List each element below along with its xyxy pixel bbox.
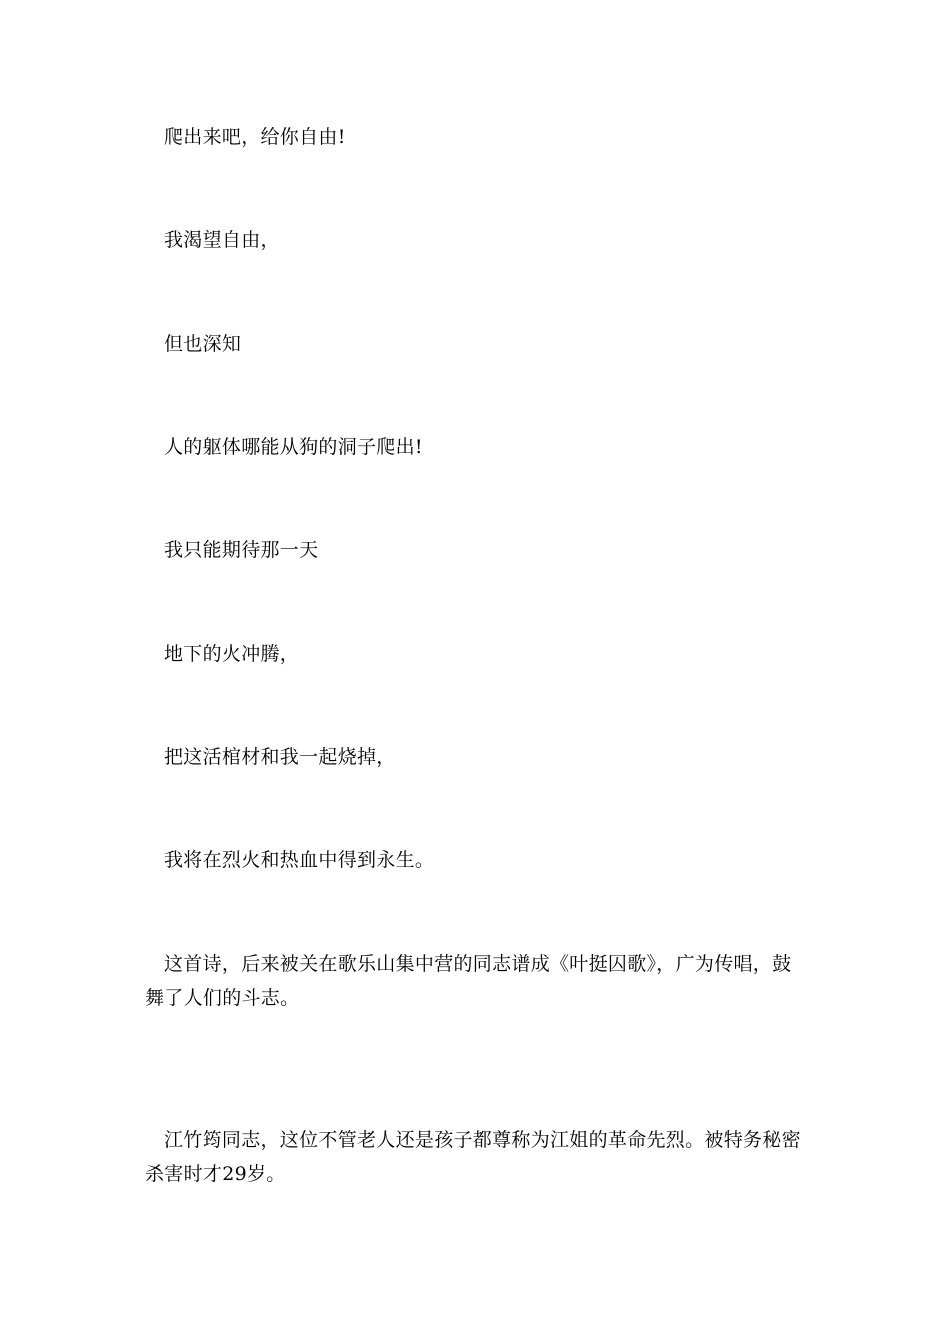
body-paragraph: 江竹筠同志，这位不管老人还是孩子都尊称为江姐的革命先烈。被特务秘密杀害时才29岁。 xyxy=(145,1129,801,1185)
poem-line: 把这活棺材和我一起烧掉， xyxy=(164,746,396,768)
poem-line: 我将在烈火和热血中得到永生。 xyxy=(164,849,435,871)
poem-line: 我只能期待那一天 xyxy=(164,539,319,561)
body-paragraph: 这首诗，后来被关在歌乐山集中营的同志谱成《叶挺囚歌》，广为传唱，鼓舞了人们的斗志。 xyxy=(145,953,792,1009)
poem-line: 地下的火冲腾， xyxy=(164,643,300,665)
poem-line: 但也深知 xyxy=(164,333,242,355)
poem-line: 爬出来吧，给你自由! xyxy=(164,126,346,148)
poem-line: 我渴望自由， xyxy=(164,229,280,251)
poem-line: 人的躯体哪能从狗的洞子爬出! xyxy=(164,436,423,458)
